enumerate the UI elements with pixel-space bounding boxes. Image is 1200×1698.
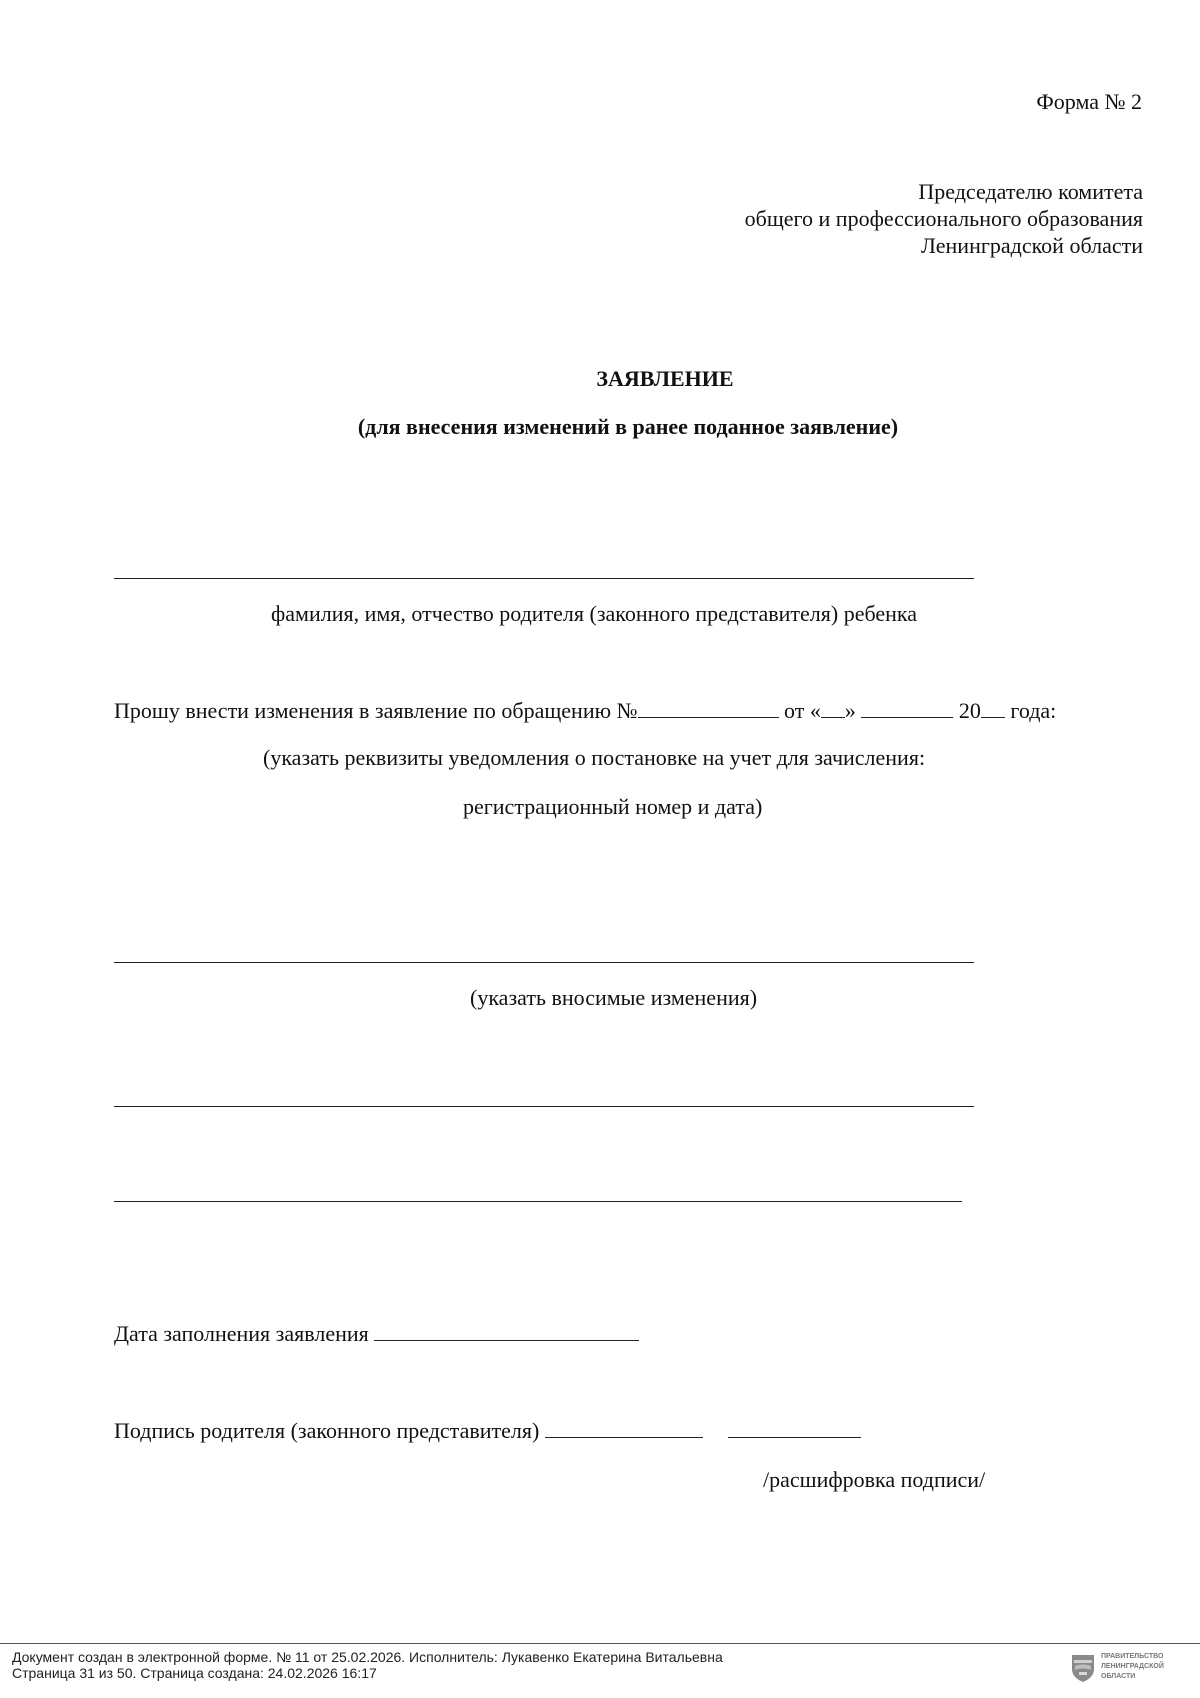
fill-date-row — [114, 1320, 639, 1348]
signature-decoding-field[interactable] — [728, 1417, 861, 1438]
year-prefix-text: 20 — [958, 698, 981, 723]
request-hint-line-1: (указать реквизиты уведомления о постановке на учет для зачисления: — [263, 745, 926, 770]
addressee-line-1: Председателю комитета — [918, 179, 1143, 204]
addressee-line-2: общего и профессионального образования — [744, 206, 1143, 231]
form-number: Форма № 2 — [1036, 89, 1142, 114]
changes-caption: (указать вносимые изменения) — [470, 985, 758, 1010]
signature-field[interactable] — [545, 1417, 703, 1438]
changes-line-2[interactable] — [114, 1106, 974, 1107]
application-number-field[interactable] — [638, 697, 779, 718]
applicant-name-line[interactable] — [114, 578, 974, 579]
year-field[interactable] — [981, 697, 1005, 718]
coat-of-arms-icon — [1070, 1653, 1096, 1683]
request-hint-line-2: регистрационный номер и дата) — [463, 794, 763, 819]
footer-line-2: Страница 31 из 50. Страница создана: 24.02.2026 16:17 — [12, 1665, 377, 1681]
fill-date-field[interactable] — [374, 1320, 639, 1341]
signature-decoding-caption: /расшифровка подписи/ — [763, 1467, 986, 1492]
footer-line-1: Документ создан в электронной форме. № 11 от 25.02.2026. Исполнитель: Лукавенко Екатерина Витальевна — [12, 1649, 723, 1665]
signature-label: Подпись родителя (законного представителя) — [114, 1418, 540, 1443]
addressee-line-3: Ленинградской области — [921, 233, 1143, 258]
government-logo-text: ПРАВИТЕЛЬСТВО ЛЕНИНГРАДСКОЙ ОБЛАСТИ — [1101, 1653, 1164, 1680]
request-text: Прошу внести изменения в заявление по обращению № — [114, 698, 638, 723]
request-line — [114, 697, 1056, 725]
month-field[interactable] — [861, 697, 953, 718]
page-title: ЗАЯВЛЕНИЕ — [596, 366, 734, 391]
footer-divider — [0, 1643, 1200, 1644]
request-end-text: года: — [1010, 698, 1057, 723]
government-logo — [1070, 1652, 1180, 1686]
day-field[interactable] — [821, 697, 845, 718]
quote-close-text: » — [844, 698, 856, 723]
page-subtitle: (для внесения изменений в ранее поданное заявление) — [357, 414, 899, 439]
request-from-text: от « — [784, 698, 821, 723]
signature-row — [114, 1417, 861, 1445]
changes-line-3[interactable] — [114, 1201, 962, 1202]
fill-date-label: Дата заполнения заявления — [114, 1321, 369, 1346]
changes-line-1[interactable] — [114, 962, 974, 963]
applicant-caption: фамилия, имя, отчество родителя (законного представителя) ребенка — [271, 601, 918, 626]
